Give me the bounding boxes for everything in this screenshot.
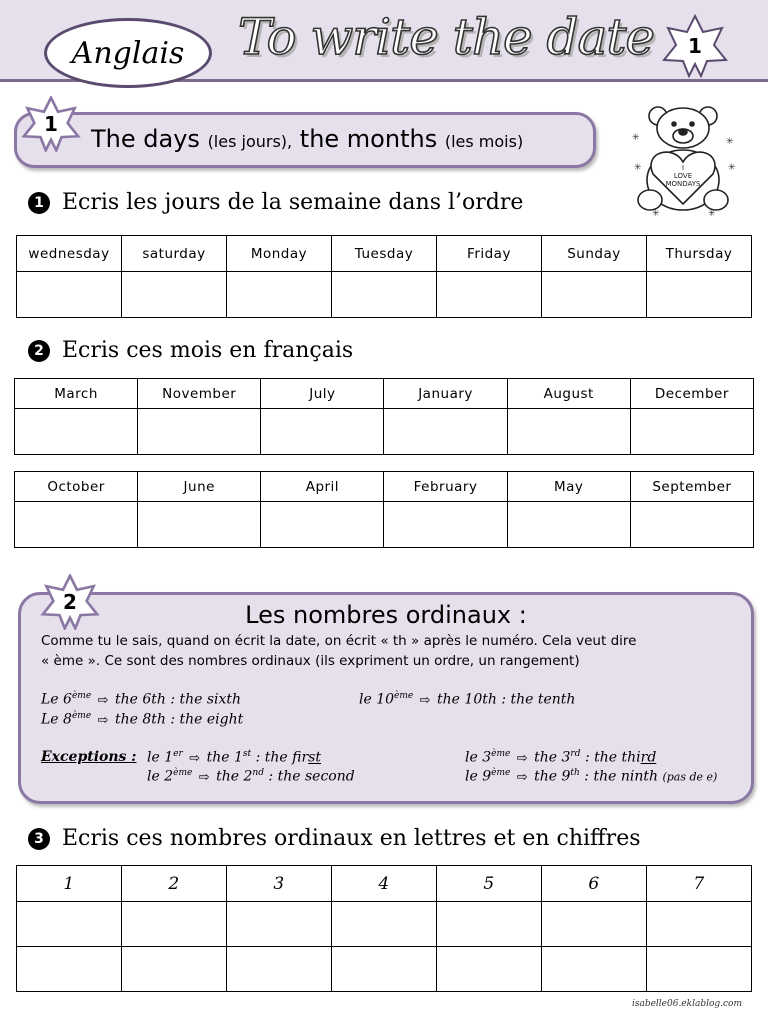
example-8th: Le 8ème ⇨ the 8th : the eight: [41, 711, 244, 728]
answer-cell[interactable]: [261, 409, 384, 455]
bullet-2: 2: [28, 340, 50, 362]
month-cell: December: [630, 379, 753, 409]
day-cell: saturday: [122, 236, 227, 272]
svg-text:✳: ✳: [634, 163, 642, 173]
number-cell: 7: [647, 866, 752, 902]
month-cell: February: [384, 472, 507, 502]
arrow-right-icon: ⇨: [419, 692, 431, 708]
answer-cell[interactable]: [384, 409, 507, 455]
number-cell: 4: [332, 866, 437, 902]
month-cell: July: [261, 379, 384, 409]
number-cell: 6: [542, 866, 647, 902]
month-cell: November: [138, 379, 261, 409]
answer-cell[interactable]: [332, 272, 437, 318]
answer-cell[interactable]: [507, 502, 630, 548]
answer-cell[interactable]: [630, 409, 753, 455]
sheet-number: 1: [688, 34, 702, 58]
answer-cell[interactable]: [15, 409, 138, 455]
svg-text:✳: ✳: [632, 133, 640, 143]
month-cell: October: [15, 472, 138, 502]
day-cell: wednesday: [17, 236, 122, 272]
svg-text:✳: ✳: [652, 209, 660, 218]
example-10th: le 10ème ⇨ the 10th : the tenth: [359, 691, 576, 708]
header-band: [0, 0, 768, 82]
section1-number: 1: [44, 112, 58, 136]
answer-cell[interactable]: [647, 947, 752, 992]
section2-title: Les nombres ordinaux :: [245, 601, 527, 629]
section2-star: [38, 574, 102, 630]
answer-cell[interactable]: [437, 902, 542, 947]
day-cell: Sunday: [542, 236, 647, 272]
answer-cell[interactable]: [647, 902, 752, 947]
month-cell: April: [261, 472, 384, 502]
answer-cell[interactable]: [138, 409, 261, 455]
answer-cell[interactable]: [122, 272, 227, 318]
bullet-3: 3: [28, 828, 50, 850]
answer-cell[interactable]: [542, 902, 647, 947]
answer-cell[interactable]: [122, 902, 227, 947]
title-months: the months: [299, 125, 438, 153]
exceptions-label: Exceptions :: [41, 749, 137, 765]
day-cell: Tuesday: [332, 236, 437, 272]
answer-cell[interactable]: [542, 272, 647, 318]
exercise2-instruction: [28, 338, 353, 363]
ordinals-table: [16, 865, 752, 992]
months-table-1: [14, 378, 754, 455]
answer-cell[interactable]: [122, 947, 227, 992]
arrow-right-icon: ⇨: [516, 750, 528, 766]
answer-cell[interactable]: [227, 947, 332, 992]
month-cell: January: [384, 379, 507, 409]
arrow-right-icon: ⇨: [97, 712, 109, 728]
answer-cell[interactable]: [332, 947, 437, 992]
month-cell: August: [507, 379, 630, 409]
section2-number: 2: [63, 590, 77, 614]
title-months-fr: (les mois): [444, 132, 524, 151]
bear-badge-line2: LOVE: [673, 172, 693, 180]
answer-cell[interactable]: [227, 272, 332, 318]
month-cell: June: [138, 472, 261, 502]
answer-cell[interactable]: [437, 947, 542, 992]
arrow-right-icon: ⇨: [97, 692, 109, 708]
svg-text:✳: ✳: [708, 209, 716, 218]
month-cell: September: [630, 472, 753, 502]
intro-line-1: Comme tu le sais, quand on écrit la date, on écrit « th » après le numéro. Cela veut dire: [41, 633, 637, 649]
month-cell: May: [507, 472, 630, 502]
arrow-right-icon: ⇨: [516, 769, 528, 785]
answer-cell[interactable]: [384, 502, 507, 548]
exercise3-instruction: [28, 826, 641, 851]
svg-text:✳: ✳: [728, 163, 736, 173]
section1-title: [91, 125, 523, 153]
page-title: To write the date: [238, 8, 655, 66]
arrow-right-icon: ⇨: [198, 769, 210, 785]
answer-cell[interactable]: [17, 902, 122, 947]
answer-cell[interactable]: [227, 902, 332, 947]
answer-cell[interactable]: [542, 947, 647, 992]
title-days: The days: [91, 125, 200, 153]
sheet-number-star: [660, 14, 730, 78]
exception-3rd: le 3ème ⇨ the 3rd : the third: [465, 749, 657, 766]
subject-label: Anglais: [44, 18, 212, 88]
section1-banner: [14, 112, 596, 168]
bullet-1: 1: [28, 192, 50, 214]
answer-cell[interactable]: [332, 902, 437, 947]
ordinals-box: [18, 592, 754, 804]
exercise1-text: Ecris les jours de la semaine dans l’ordre: [62, 190, 524, 215]
exception-1st: le 1er ⇨ the 1st : the first: [147, 749, 321, 766]
title-days-fr: (les jours),: [207, 132, 293, 151]
teddy-bear-icon: [628, 100, 738, 218]
day-cell: Thursday: [647, 236, 752, 272]
exercise2-text: Ecris ces mois en français: [62, 338, 354, 363]
exception-2nd: le 2ème ⇨ the 2nd : the second: [147, 768, 355, 785]
number-cell: 2: [122, 866, 227, 902]
months-table-2: [14, 471, 754, 548]
answer-cell[interactable]: [437, 272, 542, 318]
day-cell: Friday: [437, 236, 542, 272]
answer-cell[interactable]: [647, 272, 752, 318]
exercise3-text: Ecris ces nombres ordinaux en lettres et en chiffres: [62, 826, 641, 851]
answer-cell[interactable]: [507, 409, 630, 455]
example-6th: Le 6ème ⇨ the 6th : the sixth: [41, 691, 242, 708]
exception-9th: le 9ème ⇨ the 9th : the ninth (pas de e): [465, 768, 718, 785]
answer-cell[interactable]: [630, 502, 753, 548]
answer-cell[interactable]: [138, 502, 261, 548]
bear-badge-line3: MONDAYS: [665, 180, 701, 188]
answer-cell[interactable]: [261, 502, 384, 548]
section1-star: [20, 96, 82, 152]
days-table: [16, 235, 752, 318]
exercise1-instruction: [28, 190, 523, 215]
number-cell: 5: [437, 866, 542, 902]
answer-cell[interactable]: [17, 272, 122, 318]
answer-cell[interactable]: [17, 947, 122, 992]
day-cell: Monday: [227, 236, 332, 272]
number-cell: 1: [17, 866, 122, 902]
number-cell: 3: [227, 866, 332, 902]
svg-text:✳: ✳: [726, 137, 734, 147]
bear-badge-line1: I: [681, 164, 685, 172]
arrow-right-icon: ⇨: [189, 750, 201, 766]
credit-text: isabelle06.eklablog.com: [631, 999, 742, 1009]
answer-cell[interactable]: [15, 502, 138, 548]
intro-line-2: « ème ». Ce sont des nombres ordinaux (ils expriment un ordre, un rangement): [41, 653, 580, 669]
month-cell: March: [15, 379, 138, 409]
